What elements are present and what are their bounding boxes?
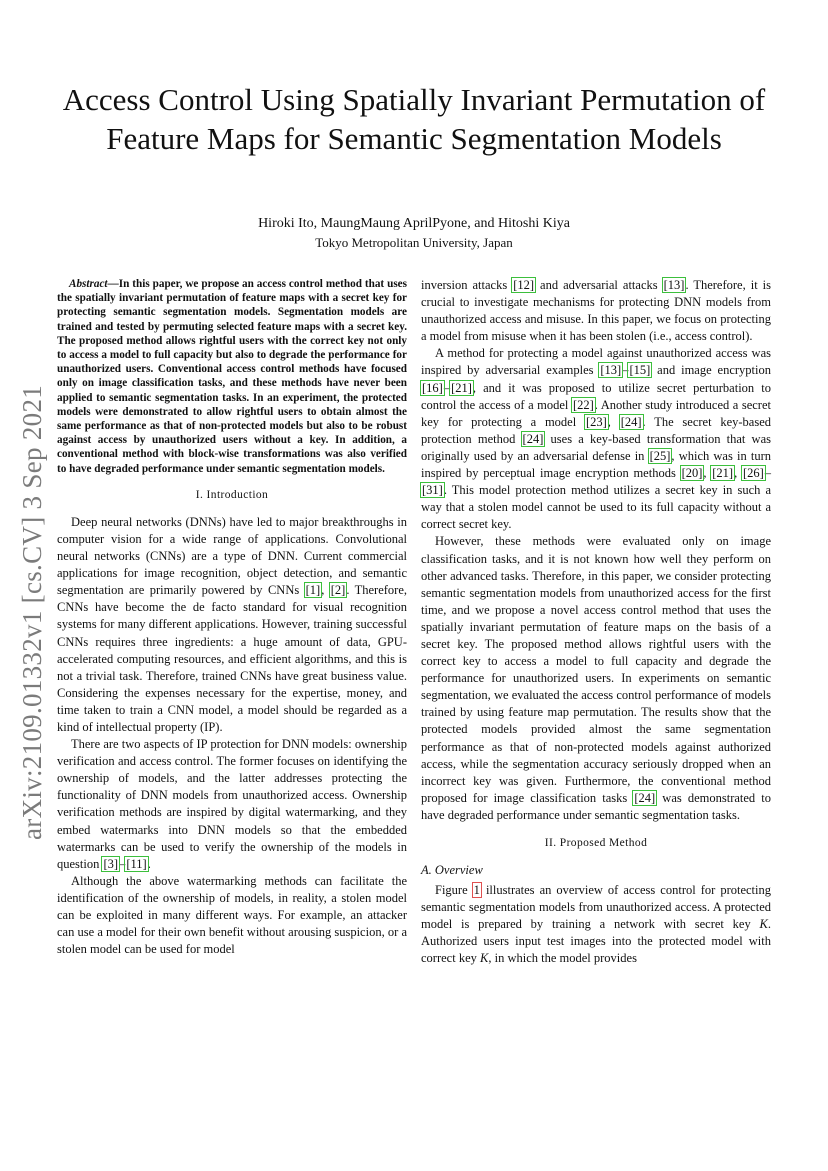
citation-link[interactable]: [24]: [522, 431, 544, 446]
citation-link[interactable]: [21]: [451, 380, 472, 395]
citation-link[interactable]: [23]: [585, 414, 607, 429]
abstract-lead: Abstract: [69, 278, 108, 290]
citation-link[interactable]: [2]: [330, 583, 346, 598]
math-symbol-k: K: [480, 951, 489, 966]
paper-title: Access Control Using Spatially Invariant Permutation of Feature Maps for Semantic Segmentation Models: [62, 82, 766, 156]
citation-link[interactable]: [13]: [600, 363, 622, 378]
citation-link[interactable]: [11]: [126, 856, 147, 871]
intro-paragraph-1: Deep neural networks (DNNs) have led to major breakthroughs in computer vision for a wide range of applications. Convolutional neural networks (CNNs) are a type of DNN. Current commercial applications for image recognition, object detection, and semantic segmentation are primarily powered by CNNs [1], [2]. Therefore, CNNs have become the de facto standard for visual recognition systems for many different applications. However, training successful CNNs requires three ingredients: a huge amount of data, GPU-accelerated computing resources, and efficient algorithms, and this is not a trivial task. Therefore, trained CNNs have great business value. Considering the expenses necessary for the expertise, money, and time taken to train a CNN model, a model should be regarded as a kind of intellectual property (IP).: [57, 514, 408, 734]
citation-link[interactable]: [1]: [305, 583, 321, 598]
abstract-text: —In this paper, we propose an access control method that uses the spatially invariant permutation of feature maps with a secret key for protecting semantic segmentation models. Segmentation models are trained and tested by permuting selected feature maps with a secret key. The proposed method allows rightful users with the correct key not only to access a model to full capacity but also to degrade the performance for unauthorized users. Conventional access control methods have focused only on image classification tasks, and these methods have never been applied to semantic segmentation tasks. In an experiment, the protected models were demonstrated to allow rightful users to obtain almost the same performance as that of non-protected models but also to be robust against access by unauthorized users without a key. In addition, a conventional method with block-wise transformations was also verified to have degraded performance under semantic segmentation models.: [57, 278, 407, 475]
citation-link[interactable]: [24]: [620, 414, 642, 429]
intro-paragraph-3: Although the above watermarking methods can facilitate the identification of the ownership of models, in reality, a stolen model can be exploited in many different ways. For example, an attacker can use a model for their own benefit without arousing suspicion, or a stolen model can be used for model: [57, 873, 407, 957]
intro-paragraph-4: A method for protecting a model against unauthorized access was inspired by adversarial examples [13]–[15] and image encryption [16]–[21], and it was proposed to utilize secret perturbation to control the access of a model [22]. Another study introduced a secret key for protecting a model [23], [24]. The secret key-based protection method [24] uses a key-based transformation that was originally used by an adversarial defense in [25], which was in turn inspired by perceptual image encryption methods [20], [21], [26]–[31]. This model protection method utilizes a secret key in such a way that a stolen model cannot be used to its full capacity without a correct secret key.: [421, 346, 772, 532]
citation-link[interactable]: [21]: [712, 466, 734, 481]
subsection-heading-overview: A. Overview: [421, 863, 483, 877]
intro-paragraph-3-cont: inversion attacks [12] and adversarial attacks [13]. Therefore, it is crucial to investigate mechanisms for protecting DNN models from unauthorized access and misuse. In this paper, we focus on protecting a model from misuse when it has been stolen (i.e., access control).: [421, 278, 771, 344]
arxiv-sidebar-id: arXiv:2109.01332v1 [cs.CV] 3 Sep 2021: [17, 384, 47, 840]
citation-link[interactable]: [24]: [634, 790, 656, 805]
math-symbol-k: K: [759, 917, 768, 932]
citation-link[interactable]: [12]: [513, 278, 535, 292]
figure-link[interactable]: 1: [473, 883, 480, 897]
paper-authors: Hiroki Ito, MaungMaung AprilPyone, and Hitoshi Kiya: [258, 216, 570, 231]
intro-paragraph-2: There are two aspects of IP protection for DNN models: ownership verification and access control. The former focuses on identifying the ownership of models, and the latter addresses protecting the functionality of DNN models from unauthorized access. Ownership verification methods are inspired by digital watermarking, and they embed watermarks into DNN models so that the embedded watermarks can be used to verify the ownership of the models in question [3]–[11].: [57, 737, 407, 871]
citation-link[interactable]: [31]: [422, 483, 443, 498]
citation-link[interactable]: [20]: [681, 466, 703, 481]
intro-paragraph-5: However, these methods were evaluated only on image classification tasks, and it is not known how well they perform on other advanced tasks. Therefore, in this paper, we consider protecting semantic segmentation models from unauthorized access for the first time, and we propose a novel access control method that uses the spatially invariant permutation of feature maps on the basis of a secret key. The proposed method allows rightful users with the correct key to access a model to full capacity and degrade the performance for unauthorized users. In experiments on semantic segmentation, we evaluated the access control performance of models trained by using feature map permutation. The results show that the protected models provided almost the same segmentation performance as that of non-protected models against authorized access, while the segmentation accuracy seriously dropped when an incorrect key was given. Furthermore, the conventional method proposed for image classification tasks [24] was demonstrated to have degraded performance under semantic segmentation tasks.: [421, 534, 771, 822]
citation-link[interactable]: [16]: [422, 380, 443, 395]
citation-link[interactable]: [22]: [572, 397, 594, 412]
section-heading-introduction: I. Introduction: [195, 488, 269, 501]
paper-affiliation: Tokyo Metropolitan University, Japan: [315, 235, 513, 250]
citation-link[interactable]: [13]: [663, 278, 685, 292]
citation-link[interactable]: [25]: [649, 448, 671, 463]
citation-link[interactable]: [3]: [103, 856, 119, 871]
abstract: [57, 277, 407, 476]
right-column: [421, 277, 771, 967]
citation-link[interactable]: [26]: [742, 466, 764, 481]
section-heading-proposed-method: II. Proposed Method: [544, 837, 648, 849]
citation-link[interactable]: [15]: [629, 363, 651, 378]
overview-paragraph: Figure 1 illustrates an overview of access control for protecting semantic segmentation models from unauthorized access. A protected model is prepared by training a network with secret key K. Authorized users input test images into the protected model with correct key K, in which the model provides: [421, 883, 772, 966]
left-column: [57, 277, 407, 958]
